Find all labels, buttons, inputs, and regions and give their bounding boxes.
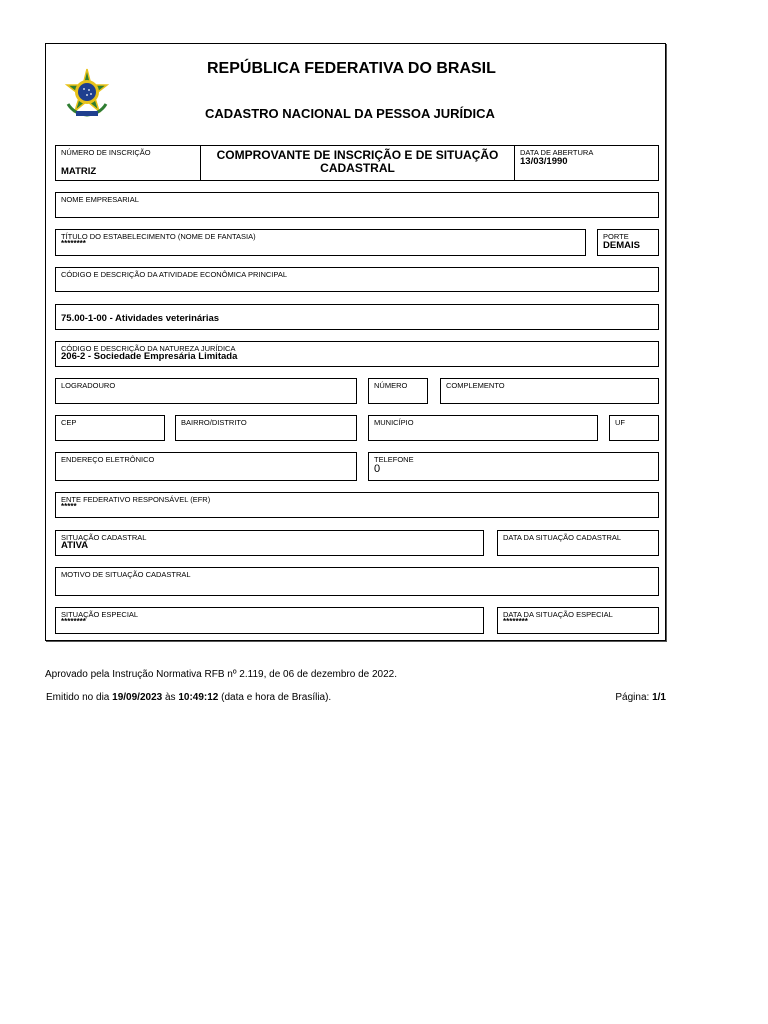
bairro-field bbox=[175, 415, 357, 441]
municipio-field bbox=[368, 415, 598, 441]
situacao-cadastral-label: SITUAÇÃO CADASTRAL bbox=[61, 533, 147, 542]
emission-suffix: (data e hora de Brasília). bbox=[221, 692, 332, 703]
abertura-label: DATA DE ABERTURA bbox=[520, 148, 594, 157]
data-situacao-cadastral-field bbox=[497, 530, 659, 556]
situacao-cadastral-field bbox=[55, 530, 484, 556]
emission-date: 19/09/2023 bbox=[112, 692, 163, 703]
data-situacao-especial-value: ******** bbox=[503, 617, 528, 626]
cep-field bbox=[55, 415, 165, 441]
registry-title: CADASTRO NACIONAL DA PESSOA JURÍDICA bbox=[205, 106, 495, 121]
country-title: REPÚBLICA FEDERATIVA DO BRASIL bbox=[207, 60, 496, 77]
nome-fantasia-value: ******** bbox=[61, 239, 86, 248]
natureza-juridica-value: 206-2 - Sociedade Empresária Limitada bbox=[61, 351, 238, 362]
emission-line bbox=[46, 692, 331, 703]
bairro-label: BAIRRO/DISTRITO bbox=[181, 418, 247, 427]
inscricao-field bbox=[55, 145, 201, 181]
abertura-field bbox=[514, 145, 659, 181]
nome-empresarial-label: NOME EMPRESARIAL bbox=[61, 195, 139, 204]
page-value: 1/1 bbox=[652, 692, 666, 703]
approval-note: Aprovado pela Instrução Normativa RFB nº 2.119, de 06 de dezembro de 2022. bbox=[45, 669, 398, 680]
numero-field bbox=[368, 378, 428, 404]
atividade-secundaria-value: 75.00-1-00 - Atividades veterinárias bbox=[61, 313, 220, 324]
emission-prefix: Emitido no dia bbox=[46, 692, 110, 703]
motivo-situacao-label: MOTIVO DE SITUAÇÃO CADASTRAL bbox=[61, 570, 191, 579]
porte-value: DEMAIS bbox=[603, 240, 640, 251]
efr-value: ***** bbox=[61, 502, 77, 511]
comprovante-title-line1: COMPROVANTE DE INSCRIÇÃO E DE SITUAÇÃO bbox=[216, 148, 499, 162]
uf-label: UF bbox=[615, 418, 625, 427]
data-situacao-cadastral-label: DATA DA SITUAÇÃO CADASTRAL bbox=[503, 533, 622, 542]
data-situacao-especial-label: DATA DA SITUAÇÃO ESPECIAL bbox=[503, 610, 613, 619]
logradouro-label: LOGRADOURO bbox=[61, 381, 116, 390]
comprovante-title-box bbox=[200, 145, 515, 181]
atividade-secundaria-field bbox=[55, 304, 659, 330]
telefone-field bbox=[368, 452, 659, 481]
natureza-juridica-field bbox=[55, 341, 659, 367]
situacao-especial-value: ******** bbox=[61, 617, 86, 626]
cep-label: CEP bbox=[61, 418, 77, 427]
porte-field bbox=[597, 229, 659, 256]
nome-empresarial-field bbox=[55, 192, 659, 218]
email-field bbox=[55, 452, 357, 481]
situacao-cadastral-value: ATIVA bbox=[61, 540, 89, 551]
emission-time: 10:49:12 bbox=[178, 692, 219, 703]
situacao-especial-label: SITUAÇÃO ESPECIAL bbox=[61, 610, 139, 619]
email-label: ENDEREÇO ELETRÔNICO bbox=[61, 455, 155, 464]
inscricao-label: NÚMERO DE INSCRIÇÃO bbox=[61, 148, 151, 157]
nome-fantasia-field bbox=[55, 229, 586, 256]
efr-label: ENTE FEDERATIVO RESPONSÁVEL (EFR) bbox=[61, 495, 211, 504]
logradouro-field bbox=[55, 378, 357, 404]
atividade-principal-label: CÓDIGO E DESCRIÇÃO DA ATIVIDADE ECONÔMICA PRINCIPAL bbox=[61, 270, 288, 279]
situacao-especial-field bbox=[55, 607, 484, 634]
uf-field bbox=[609, 415, 659, 441]
nome-fantasia-label: TÍTULO DO ESTABELECIMENTO (NOME DE FANTASIA) bbox=[61, 232, 256, 241]
emission-mid: às bbox=[165, 692, 176, 703]
municipio-label: MUNICÍPIO bbox=[374, 418, 414, 427]
complemento-field bbox=[440, 378, 659, 404]
comprovante-title-line2: CADASTRAL bbox=[320, 161, 395, 175]
telefone-label: TELEFONE bbox=[374, 455, 414, 464]
motivo-situacao-field bbox=[55, 567, 659, 596]
abertura-value: 13/03/1990 bbox=[520, 156, 568, 167]
efr-field bbox=[55, 492, 659, 518]
natureza-juridica-label: CÓDIGO E DESCRIÇÃO DA NATUREZA JURÍDICA bbox=[61, 344, 236, 353]
page-indicator bbox=[615, 692, 666, 703]
page-label: Página: bbox=[615, 692, 650, 703]
porte-label: PORTE bbox=[603, 232, 629, 241]
data-situacao-especial-field bbox=[497, 607, 659, 634]
numero-label: NÚMERO bbox=[374, 381, 408, 390]
atividade-principal-field bbox=[55, 267, 659, 292]
complemento-label: COMPLEMENTO bbox=[446, 381, 505, 390]
inscricao-value: MATRIZ bbox=[61, 166, 97, 177]
telefone-value: 0 bbox=[374, 463, 381, 475]
